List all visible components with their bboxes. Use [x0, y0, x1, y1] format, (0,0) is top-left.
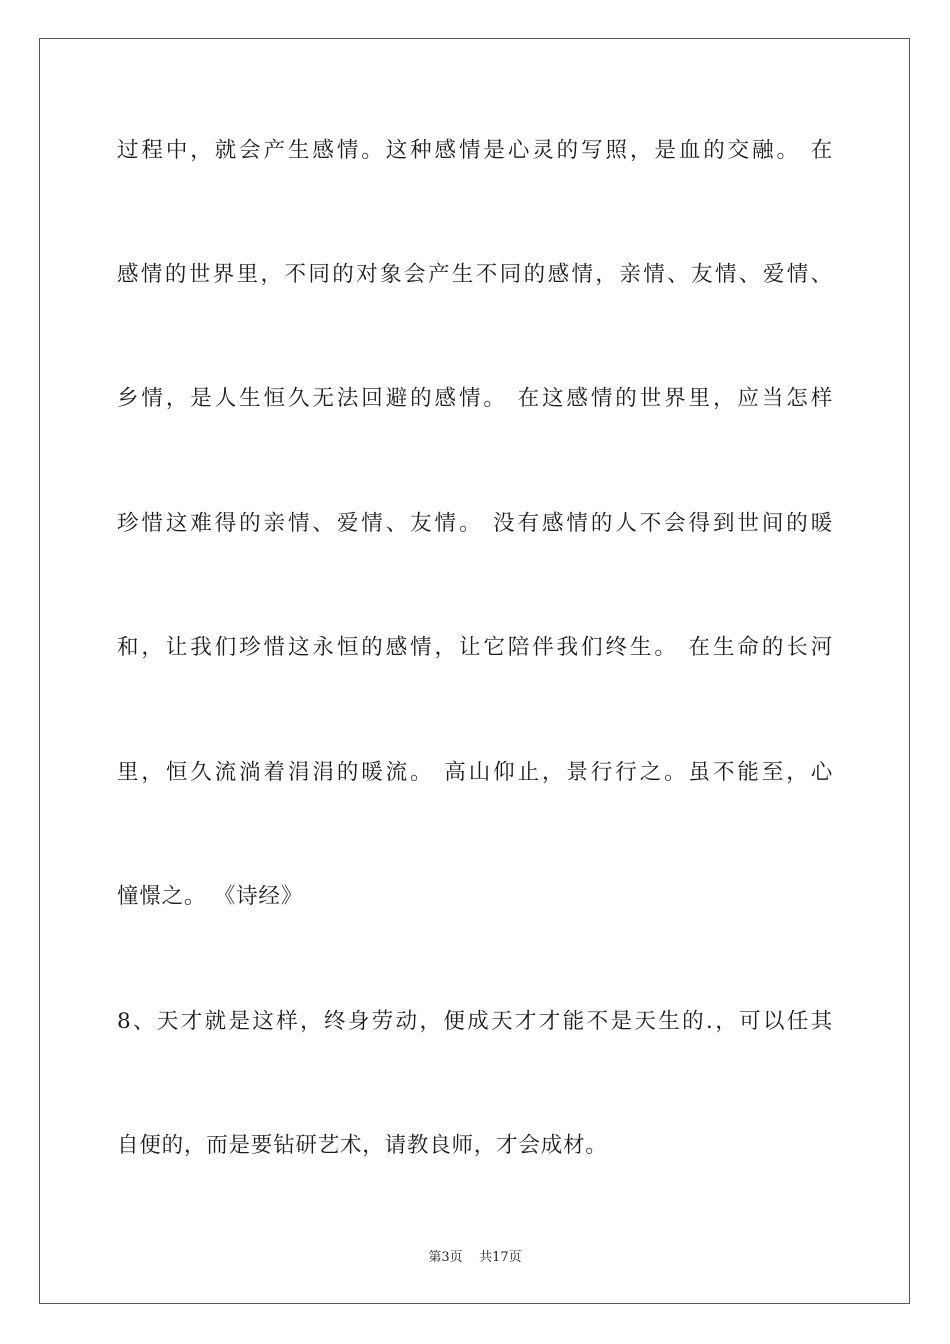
page-total: 共17页: [479, 1250, 522, 1265]
text-line-4: 珍惜这难得的亲情、爱情、友情。 没有感情的人不会得到世间的暖: [117, 511, 833, 536]
text-line-3: 乡情，是人生恒久无法回避的感情。 在这感情的世界里，应当怎样: [117, 386, 833, 411]
text-line-5: 和，让我们珍惜这永恒的感情，让它陪伴我们终生。 在生命的长河: [117, 635, 833, 660]
page-footer: [0, 1246, 950, 1265]
page-border: [39, 38, 910, 1304]
page-number: 第3页: [428, 1250, 463, 1265]
text-line-7: 憧憬之。 《诗经》: [117, 884, 304, 909]
text-line-1: 过程中，就会产生感情。这种感情是心灵的写照，是血的交融。 在: [117, 138, 833, 163]
text-line-9: 自便的，而是要钻研艺术，请教良师，才会成材。: [117, 1133, 608, 1158]
text-line-2: 感情的世界里，不同的对象会产生不同的感情，亲情、友情、爱情、: [117, 262, 833, 287]
text-line-6: 里，恒久流淌着涓涓的暖流。 高山仰止，景行行之。虽不能至，心: [117, 760, 833, 785]
text-line-8: 8、天才就是这样，终身劳动，便成天才才能不是天生的.，可以任其: [117, 1009, 833, 1034]
